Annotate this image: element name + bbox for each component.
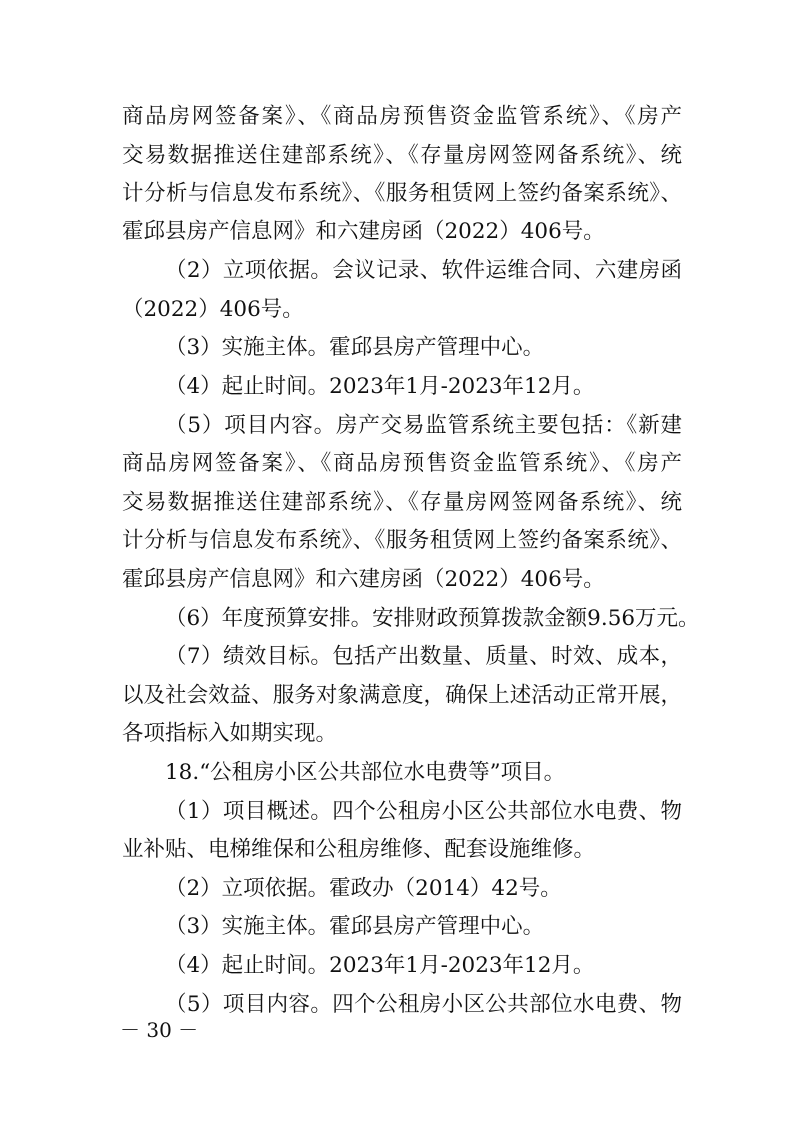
text-line-6: （2022）406号。 <box>122 297 304 322</box>
section-heading-18: 18.“公租房小区公共部位水电费等”项目。 <box>165 760 566 785</box>
page-number: － 30 － <box>120 1018 199 1042</box>
text-line-2: 交易数据推送住建部系统》、《存量房网签网备系统》、统 <box>122 143 682 168</box>
text-line-8: （4）起止时间。2023年1月-2023年12月。 <box>165 374 595 399</box>
text-line-7: （3）实施主体。霍邱县房产管理中心。 <box>165 335 545 360</box>
text-line-20: 业补贴、电梯维保和公租房维修、配套设施维修。 <box>122 837 596 862</box>
text-line-22: （3）实施主体。霍邱县房产管理中心。 <box>165 914 545 939</box>
text-line-21: （2）立项依据。霍政办（2014）42号。 <box>165 876 562 901</box>
text-line-14: （6）年度预算安排。安排财政预算拨款金额9.56万元。 <box>165 606 700 631</box>
text-line-5: （2）立项依据。会议记录、软件运维合同、六建房函 <box>165 258 682 283</box>
text-line-10: 商品房网签备案》、《商品房预售资金监管系统》、《房产 <box>122 451 682 476</box>
text-line-12: 计分析与信息发布系统》、《服务租赁网上签约备案系统》、 <box>122 528 682 553</box>
text-line-9: （5）项目内容。房产交易监管系统主要包括：《新建 <box>165 413 682 438</box>
text-line-4: 霍邱县房产信息网》和六建房函（2022）406号。 <box>122 219 605 244</box>
text-line-15: （7）绩效目标。包括产出数量、质量、时效、成本， <box>165 644 682 669</box>
text-line-3: 计分析与信息发布系统》、《服务租赁网上签约备案系统》、 <box>122 181 682 206</box>
text-line-13: 霍邱县房产信息网》和六建房函（2022）406号。 <box>122 567 605 592</box>
text-line-24: （5）项目内容。四个公租房小区公共部位水电费、物 <box>165 992 682 1017</box>
text-line-19: （1）项目概述。四个公租房小区公共部位水电费、物 <box>165 799 682 824</box>
text-line-1: 商品房网签备案》、《商品房预售资金监管系统》、《房产 <box>122 104 682 129</box>
text-line-16: 以及社会效益、服务对象满意度，确保上述活动正常开展， <box>122 683 682 708</box>
text-line-17: 各项指标入如期实现。 <box>122 721 338 746</box>
text-line-11: 交易数据推送住建部系统》、《存量房网签网备系统》、统 <box>122 490 682 515</box>
text-line-23: （4）起止时间。2023年1月-2023年12月。 <box>165 953 595 978</box>
